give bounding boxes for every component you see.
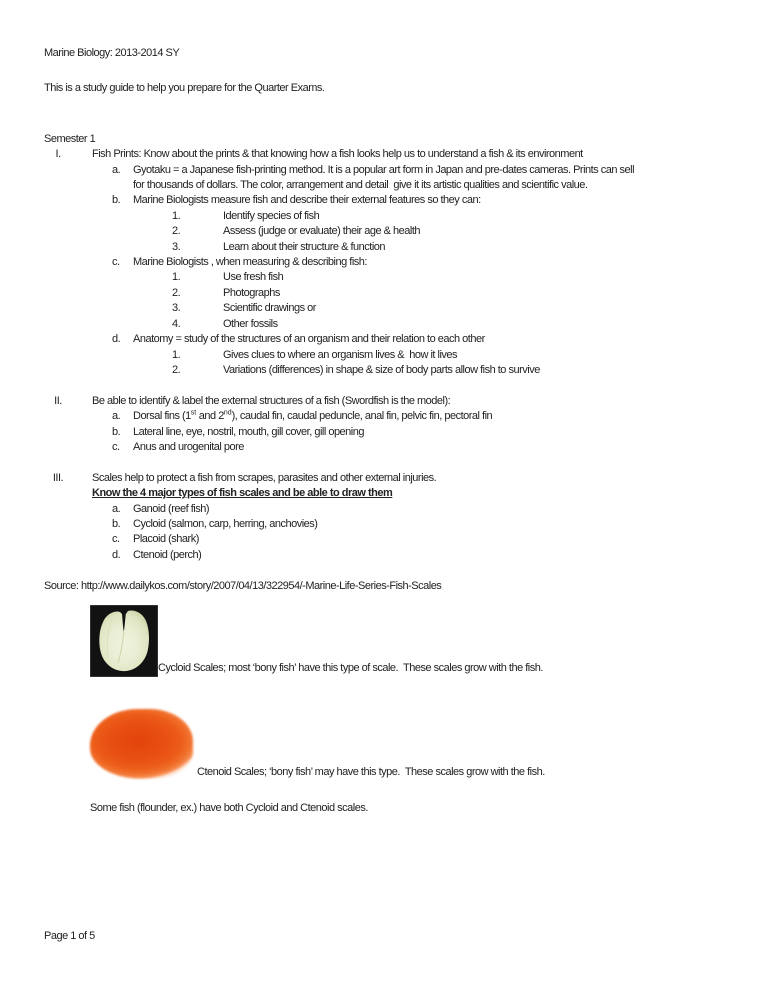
outline-line bbox=[44, 440, 748, 455]
list-text: Fish Prints: Know about the prints & that knowing how a fish looks help us to understand a fish & its environment bbox=[92, 148, 583, 161]
list-marker: 2. bbox=[172, 225, 181, 238]
outline-line bbox=[44, 163, 748, 178]
list-text: Know the 4 major types of fish scales and be able to draw them bbox=[92, 487, 393, 500]
outline-line bbox=[44, 409, 748, 424]
list-marker: c. bbox=[112, 256, 120, 269]
closing-note: Some fish (flounder, ex.) have both Cycloid and Ctenoid scales. bbox=[90, 801, 368, 814]
ctenoid-caption: Ctenoid Scales; ‘bony fish’ may have this type. These scales grow with the fish. bbox=[197, 765, 545, 778]
list-marker: b. bbox=[112, 425, 121, 438]
outline-line bbox=[44, 224, 748, 239]
list-marker: b. bbox=[112, 517, 121, 530]
list-text: Anatomy = study of the structures of an organism and their relation to each other bbox=[133, 333, 485, 346]
list-text: Assess (judge or evaluate) their age & health bbox=[223, 225, 421, 238]
list-text: Learn about their structure & function bbox=[223, 240, 385, 253]
list-text: Scientific drawings or bbox=[223, 302, 316, 315]
outline-line bbox=[44, 502, 748, 517]
outline-line bbox=[44, 363, 748, 378]
outline-line bbox=[44, 240, 748, 255]
list-text: Placoid (shark) bbox=[133, 533, 199, 546]
list-marker: a. bbox=[112, 163, 121, 176]
list-text: Marine Biologists , when measuring & describing fish: bbox=[133, 256, 367, 269]
document-title: Marine Biology: 2013-2014 SY bbox=[44, 47, 180, 59]
outline-line bbox=[44, 332, 748, 347]
outline-line bbox=[44, 193, 748, 208]
outline-line bbox=[44, 178, 748, 193]
outline-line bbox=[44, 255, 748, 270]
outline-line bbox=[44, 147, 748, 162]
cycloid-caption: Cycloid Scales; most ‘bony fish’ have this type of scale. These scales grow with the fish. bbox=[158, 661, 543, 674]
section-heading: Semester 1 bbox=[44, 132, 96, 145]
list-text: Identify species of fish bbox=[223, 209, 320, 222]
list-text: Dorsal fins (1st and 2nd), caudal fin, caudal peduncle, anal fin, pelvic fin, pectoral fin bbox=[133, 409, 493, 423]
list-text: Scales help to protect a fish from scrapes, parasites and other external injuries. bbox=[92, 471, 437, 484]
outline-line bbox=[44, 286, 748, 301]
list-marker: c. bbox=[112, 440, 120, 453]
outline-line bbox=[44, 317, 748, 332]
list-text: Other fossils bbox=[223, 317, 278, 330]
cycloid-scale-figure bbox=[90, 605, 750, 677]
list-text: Marine Biologists measure fish and describe their external features so they can: bbox=[133, 194, 481, 207]
outline-line bbox=[44, 517, 748, 532]
list-marker: a. bbox=[112, 502, 121, 515]
outline-line bbox=[44, 348, 748, 363]
list-text: Photographs bbox=[223, 286, 280, 299]
list-marker: 4. bbox=[172, 317, 181, 330]
source-line bbox=[44, 579, 748, 594]
list-text: Gyotaku = a Japanese fish-printing method. It is a popular art form in Japan and pre-dates cameras. Prints can sell bbox=[133, 163, 635, 176]
list-marker: 3. bbox=[172, 302, 181, 315]
list-marker: 1. bbox=[172, 271, 181, 284]
ctenoid-scale-figure bbox=[90, 709, 750, 779]
list-marker: 3. bbox=[172, 240, 181, 253]
outline-line bbox=[44, 548, 748, 563]
outline-line bbox=[44, 270, 748, 285]
list-marker: I. bbox=[55, 148, 61, 161]
list-text: Anus and urogenital pore bbox=[133, 440, 244, 453]
list-text: Variations (differences) in shape & size of body parts allow fish to survive bbox=[223, 363, 540, 376]
list-marker: III. bbox=[52, 471, 64, 484]
outline-line bbox=[44, 425, 748, 440]
outline-line bbox=[44, 301, 748, 316]
list-text: Lateral line, eye, nostril, mouth, gill cover, gill opening bbox=[133, 425, 364, 438]
list-marker: 1. bbox=[172, 348, 181, 361]
list-text: Cycloid (salmon, carp, herring, anchovies) bbox=[133, 517, 318, 530]
page-number: Page 1 of 5 bbox=[44, 930, 95, 942]
list-text: Ganoid (reef fish) bbox=[133, 502, 209, 515]
list-text: for thousands of dollars. The color, arrangement and detail give it its artistic qualities and scientific value. bbox=[133, 179, 588, 192]
list-marker: b. bbox=[112, 194, 121, 207]
list-text: Ctenoid (perch) bbox=[133, 548, 202, 561]
outline-line bbox=[44, 486, 748, 501]
list-marker: II. bbox=[54, 394, 62, 407]
list-marker: 1. bbox=[172, 209, 181, 222]
intro-text: This is a study guide to help you prepare for the Quarter Exams. bbox=[44, 82, 325, 95]
outline-line bbox=[44, 394, 748, 409]
outline-line bbox=[44, 471, 748, 486]
list-text: Use fresh fish bbox=[223, 271, 284, 284]
list-marker: c. bbox=[112, 533, 120, 546]
list-text: Gives clues to where an organism lives & how it lives bbox=[223, 348, 458, 361]
list-marker: d. bbox=[112, 333, 121, 346]
list-marker: d. bbox=[112, 548, 121, 561]
outline-line bbox=[44, 532, 748, 547]
list-text: Source: http://www.dailykos.com/story/2007/04/13/322954/-Marine-Life-Series-Fish-Scales bbox=[44, 579, 442, 592]
ctenoid-scale-image bbox=[90, 709, 193, 779]
outline-line bbox=[44, 209, 748, 224]
list-marker: 2. bbox=[172, 363, 181, 376]
cycloid-scale-image bbox=[90, 605, 158, 677]
list-marker: 2. bbox=[172, 286, 181, 299]
list-marker: a. bbox=[112, 410, 121, 423]
outline-lines bbox=[44, 147, 748, 594]
list-text: Be able to identify & label the external structures of a fish (Swordfish is the model): bbox=[92, 394, 451, 407]
